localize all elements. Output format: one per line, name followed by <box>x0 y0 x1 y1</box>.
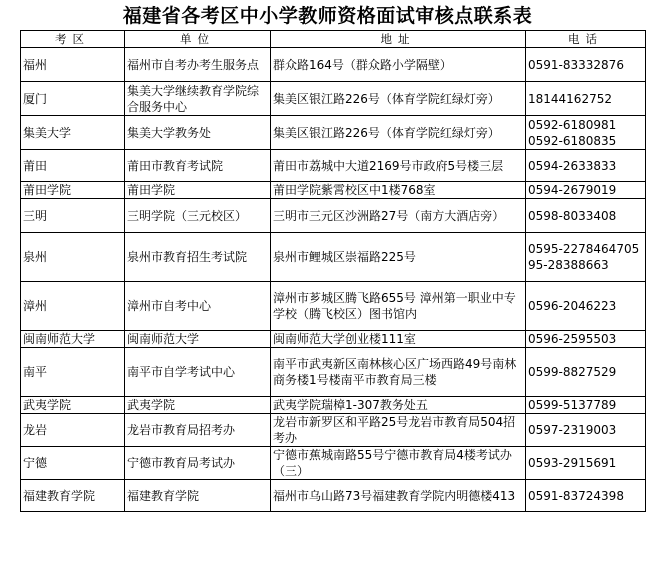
phone-cell: 0591-83332876 <box>526 48 646 82</box>
address-cell: 集美区银江路226号（体育学院红绿灯旁） <box>271 116 526 150</box>
region-cell: 厦门 <box>21 82 125 116</box>
table-row <box>21 282 646 331</box>
region-cell: 龙岩 <box>21 414 125 447</box>
unit-cell: 宁德市教育局考试办 <box>125 447 271 480</box>
table-row <box>21 447 646 480</box>
address-cell: 闽南师范大学创业楼111室 <box>271 331 526 348</box>
region-cell: 莆田 <box>21 150 125 182</box>
unit-cell: 南平市自学考试中心 <box>125 348 271 397</box>
region-cell: 莆田学院 <box>21 182 125 199</box>
phone-cell: 0599-8827529 <box>526 348 646 397</box>
phone-cell: 0595-227846470595-28388663 <box>526 233 646 282</box>
phone-cell: 0596-2046223 <box>526 282 646 331</box>
address-cell: 漳州市芗城区腾飞路655号 漳州第一职业中专学校（腾飞校区）图书馆内 <box>271 282 526 331</box>
table-row <box>21 397 646 414</box>
contact-table <box>20 30 646 512</box>
header-region: 考区 <box>21 31 125 48</box>
table-row <box>21 331 646 348</box>
phone-cell: 18144162752 <box>526 82 646 116</box>
address-cell: 群众路164号（群众路小学隔壁） <box>271 48 526 82</box>
table-row <box>21 348 646 397</box>
table-row <box>21 150 646 182</box>
unit-cell: 龙岩市教育局招考办 <box>125 414 271 447</box>
page-title: 福建省各考区中小学教师资格面试审核点联系表 <box>122 5 533 27</box>
table-row <box>21 199 646 233</box>
address-cell: 莆田学院紫霄校区中1楼768室 <box>271 182 526 199</box>
region-cell: 南平 <box>21 348 125 397</box>
region-cell: 泉州 <box>21 233 125 282</box>
region-cell: 漳州 <box>21 282 125 331</box>
table-row <box>21 182 646 199</box>
region-cell: 三明 <box>21 199 125 233</box>
phone-cell: 0592-6180981 0592-6180835 <box>526 116 646 150</box>
region-cell: 宁德 <box>21 447 125 480</box>
address-cell: 龙岩市新罗区和平路25号龙岩市教育局504招考办 <box>271 414 526 447</box>
unit-cell: 福州市自考办考生服务点 <box>125 48 271 82</box>
address-cell: 莆田市荔城中大道2169号市政府5号楼三层 <box>271 150 526 182</box>
unit-cell: 闽南师范大学 <box>125 331 271 348</box>
phone-cell: 0596-2595503 <box>526 331 646 348</box>
region-cell: 武夷学院 <box>21 397 125 414</box>
phone-cell: 0594-2679019 <box>526 182 646 199</box>
table-row <box>21 480 646 512</box>
header-unit: 单位 <box>125 31 271 48</box>
unit-cell: 三明学院（三元校区） <box>125 199 271 233</box>
table-row <box>21 82 646 116</box>
phone-cell: 0599-5137789 <box>526 397 646 414</box>
region-cell: 福州 <box>21 48 125 82</box>
region-cell: 集美大学 <box>21 116 125 150</box>
address-cell: 宁德市蕉城南路55号宁德市教育局4楼考试办（三） <box>271 447 526 480</box>
region-cell: 福建教育学院 <box>21 480 125 512</box>
header-phone: 电话 <box>526 31 646 48</box>
table-row <box>21 233 646 282</box>
phone-cell: 0597-2319003 <box>526 414 646 447</box>
address-cell: 泉州市鲤城区崇福路225号 <box>271 233 526 282</box>
phone-cell: 0598-8033408 <box>526 199 646 233</box>
region-cell: 闽南师范大学 <box>21 331 125 348</box>
unit-cell: 莆田市教育考试院 <box>125 150 271 182</box>
phone-cell: 0594-2633833 <box>526 150 646 182</box>
phone-cell: 0591-83724398 <box>526 480 646 512</box>
unit-cell: 集美大学教务处 <box>125 116 271 150</box>
address-cell: 南平市武夷新区南林核心区广场西路49号南林商务楼1号楼南平市教育局三楼 <box>271 348 526 397</box>
table-row <box>21 414 646 447</box>
unit-cell: 漳州市自考中心 <box>125 282 271 331</box>
table-row <box>21 48 646 82</box>
unit-cell: 集美大学继续教育学院综合服务中心 <box>125 82 271 116</box>
unit-cell: 武夷学院 <box>125 397 271 414</box>
phone-cell: 0593-2915691 <box>526 447 646 480</box>
address-cell: 福州市乌山路73号福建教育学院内明德楼413 <box>271 480 526 512</box>
unit-cell: 泉州市教育招生考试院 <box>125 233 271 282</box>
table-header-row <box>21 31 646 48</box>
address-cell: 三明市三元区沙洲路27号（南方大酒店旁） <box>271 199 526 233</box>
header-address: 地址 <box>271 31 526 48</box>
unit-cell: 福建教育学院 <box>125 480 271 512</box>
address-cell: 集美区银江路226号（体育学院红绿灯旁） <box>271 82 526 116</box>
unit-cell: 莆田学院 <box>125 182 271 199</box>
table-row <box>21 116 646 150</box>
address-cell: 武夷学院瑞樟1-307教务处五 <box>271 397 526 414</box>
table-body <box>21 48 646 512</box>
